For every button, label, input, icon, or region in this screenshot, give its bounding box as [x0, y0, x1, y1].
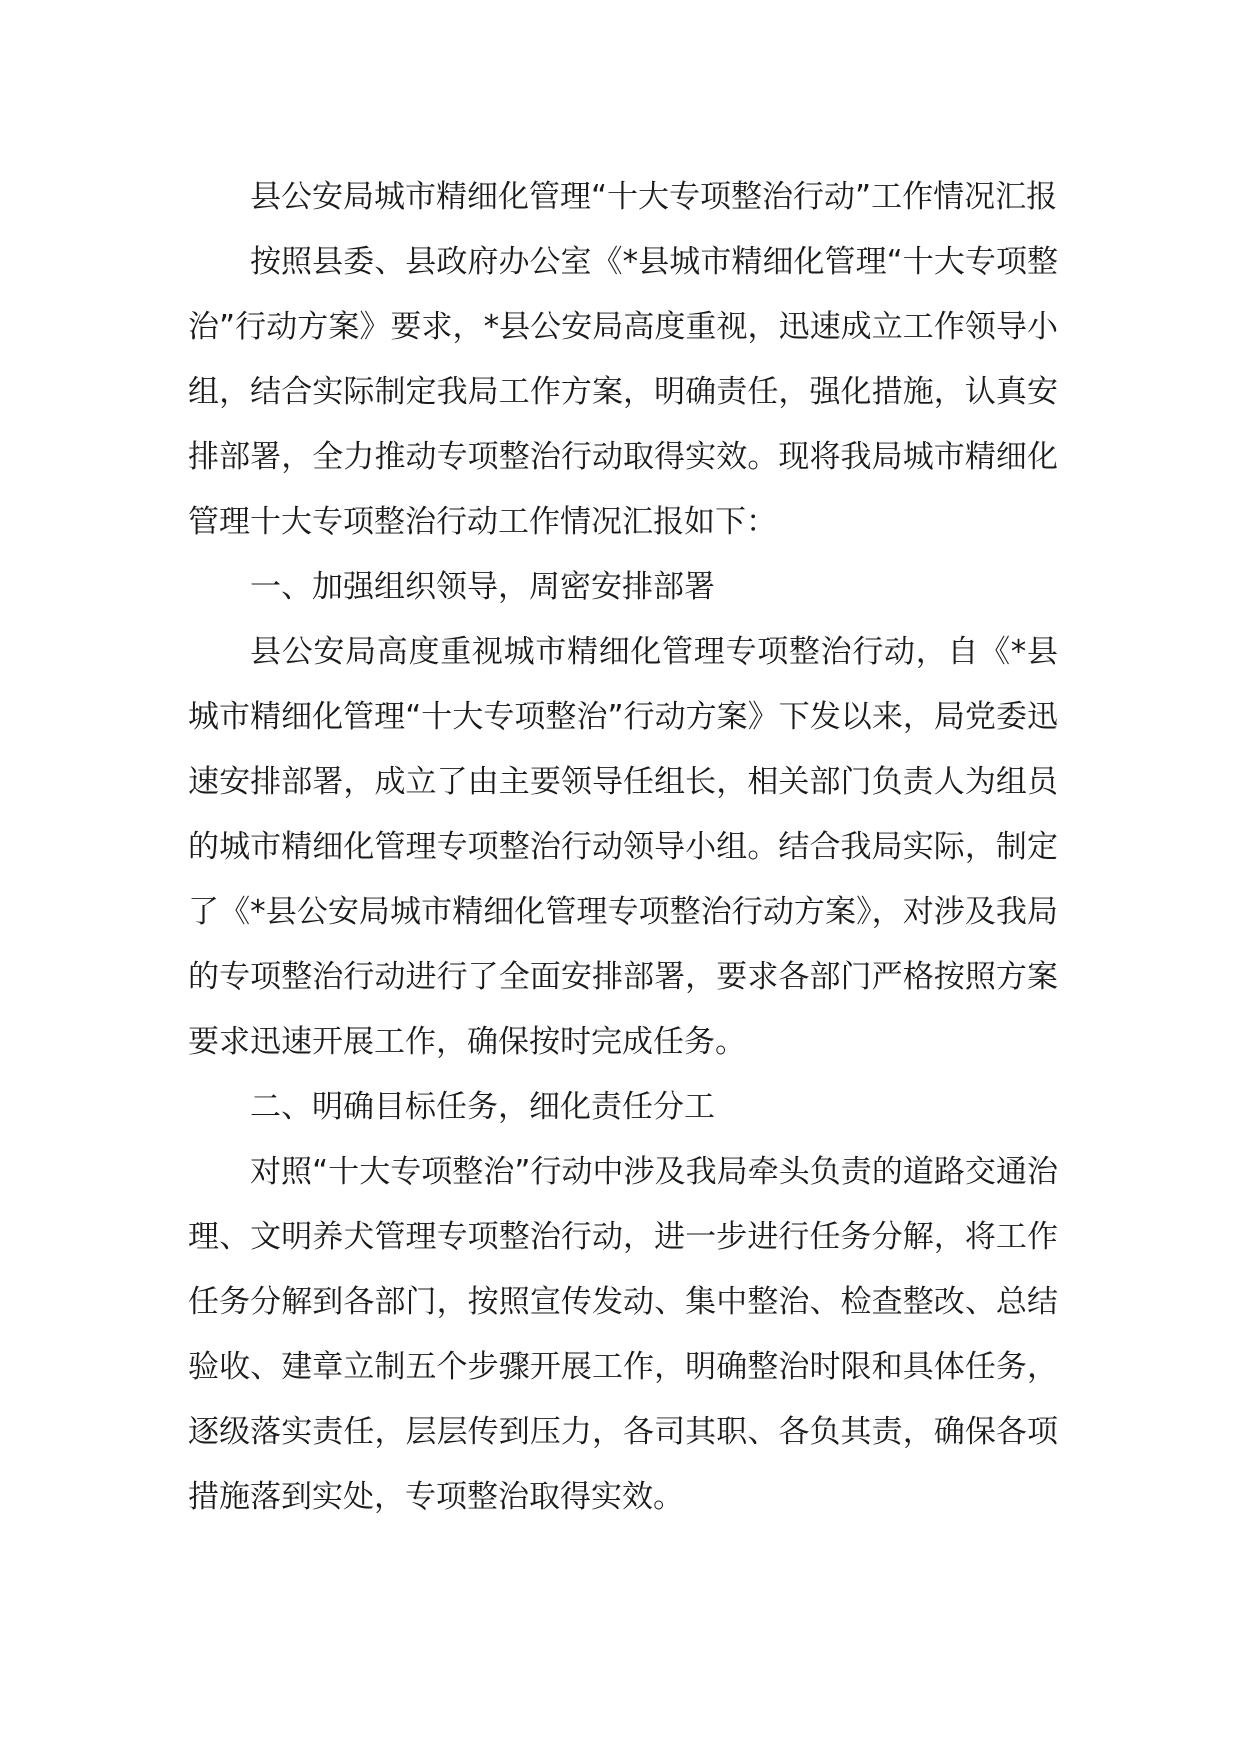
section-heading-1: 一、加强组织领导，周密安排部署 [250, 569, 715, 605]
intro-paragraph: 按照县委、县政府办公室《*县城市精细化管理“十大专项整治”行动方案》要求，*县公安局高度重视，迅速成立工作领导小组，结合实际制定我局工作方案，明确责任，强化措施，认真安排部署，全力推动专项整治行动取得实效。现将我局城市精细化管理十大专项整治行动工作情况汇报如下： [188, 244, 1058, 540]
section-2-paragraph: 对照“十大专项整治”行动中涉及我局牵头负责的道路交通治理、文明养犬管理专项整治行动，进一步进行任务分解，将工作任务分解到各部门，按照宣传发动、集中整治、检查整改、总结验收、建章立制五个步骤开展工作，明确整治时限和具体任务，逐级落实责任，层层传到压力，各司其职、各负其责，确保各项措施落到实处，专项整治取得实效。 [188, 1154, 1058, 1515]
section-1-paragraph: 县公安局高度重视城市精细化管理专项整治行动，自《*县城市精细化管理“十大专项整治”行动方案》下发以来，局党委迅速安排部署，成立了由主要领导任组长，相关部门负责人为组员的城市精细化管理专项整治行动领导小组。结合我局实际，制定了《*县公安局城市精细化管理专项整治行动方案》，对涉及我局的专项整治行动进行了全面安排部署，要求各部门严格按照方案要求迅速开展工作，确保按时完成任务。 [188, 634, 1058, 1060]
document-title: 县公安局城市精细化管理“十大专项整治行动”工作情况汇报 [250, 179, 1058, 215]
section-heading-2: 二、明确目标任务，细化责任分工 [250, 1089, 715, 1125]
document-page [188, 165, 1058, 1530]
